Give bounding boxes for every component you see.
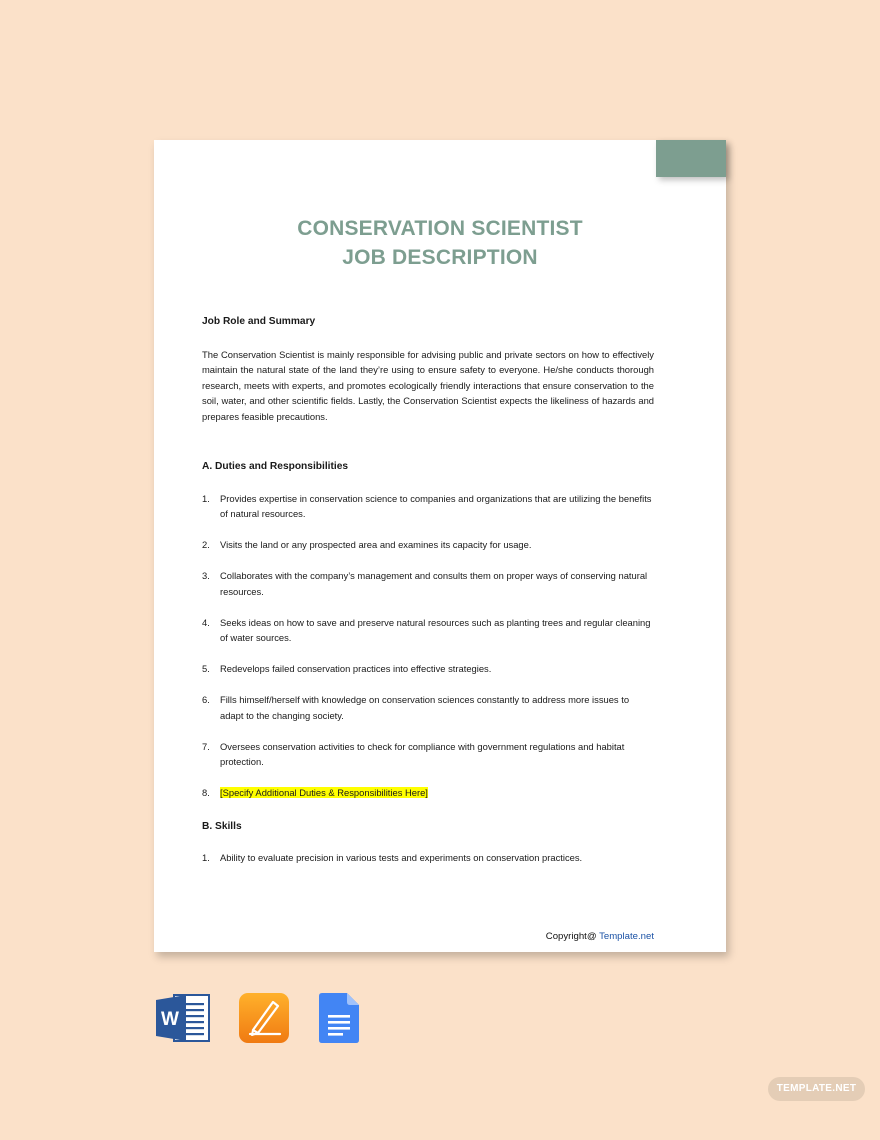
- duty-number: 2.: [202, 539, 210, 550]
- duty-item: [202, 661, 654, 677]
- duty-item: [202, 568, 654, 599]
- duty-number: 6.: [202, 694, 210, 705]
- duty-text: Provides expertise in conservation science to companies and organizations that are utilizing the benefits of natural resources.: [220, 492, 652, 519]
- duty-number: 3.: [202, 570, 210, 581]
- duty-item: [202, 491, 654, 522]
- corner-tab: [656, 140, 726, 177]
- skills-heading: B. Skills: [202, 820, 242, 832]
- skill-number: 1.: [202, 852, 210, 863]
- duty-item-placeholder: [202, 785, 654, 801]
- title-line-1: CONSERVATION SCIENTIST: [297, 217, 583, 240]
- placeholder-highlight[interactable]: [Specify Additional Duties & Responsibilities Here]: [220, 787, 428, 798]
- document-content: [202, 314, 654, 881]
- skill-text: Ability to evaluate precision in various tests and experiments on conservation practices.: [220, 852, 583, 863]
- duty-number: 5.: [202, 663, 210, 674]
- duty-number: 7.: [202, 740, 210, 752]
- duty-number: 4.: [202, 616, 210, 628]
- skills-list: [202, 850, 654, 866]
- summary-heading: Job Role and Summary: [202, 316, 316, 327]
- duty-item: [202, 615, 654, 646]
- duties-list: [202, 491, 654, 801]
- duty-text: Seeks ideas on how to save and preserve natural resources such as planting trees and regular cleaning of water sources.: [220, 616, 651, 643]
- template-net-watermark: TEMPLATE.NET: [768, 1077, 865, 1101]
- duty-number: 8.: [202, 787, 210, 798]
- copyright-link[interactable]: Template.net: [599, 931, 654, 942]
- skill-item: [202, 850, 654, 866]
- document-page: [154, 140, 726, 952]
- duty-text: Fills himself/herself with knowledge on conservation sciences constantly to address more issues to adapt to the changing society.: [220, 694, 630, 721]
- duties-heading: A. Duties and Responsibilities: [202, 461, 349, 472]
- duty-text: Collaborates with the company’s management and consults them on proper ways of conserving natural resources.: [220, 570, 648, 597]
- duty-item: [202, 537, 654, 553]
- duty-item: [202, 692, 654, 723]
- document-title: [154, 214, 726, 272]
- duty-item: [202, 739, 654, 770]
- summary-paragraph: The Conservation Scientist is mainly responsible for advising public and private sectors on how to effectively maintain the natural state of the land they’re using to ensure safety to everyone. He/she conducts thorough research, meets with experts, and promotes ecologically friendly interactions that ensure conservation to the soil, water, and other scientific fields. Lastly, the Conservation Scientist expects the likeliness of hazards and prepares feasible precautions.: [202, 348, 654, 422]
- word-icon-letter: W: [161, 1009, 179, 1030]
- duty-text: Visits the land or any prospected area and examines its capacity for usage.: [220, 539, 532, 550]
- title-line-2: JOB DESCRIPTION: [342, 246, 538, 269]
- copyright-footer: [546, 931, 654, 942]
- duty-text: Redevelops failed conservation practices into effective strategies.: [220, 663, 492, 674]
- word-icon[interactable]: [156, 992, 210, 1049]
- pages-icon[interactable]: [238, 992, 290, 1049]
- copyright-label: Copyright@: [545, 931, 600, 942]
- duty-number: 1.: [202, 492, 210, 504]
- google-docs-icon[interactable]: [318, 992, 360, 1049]
- duty-text: Oversees conservation activities to check for compliance with government regulations and habitat protection.: [220, 740, 625, 767]
